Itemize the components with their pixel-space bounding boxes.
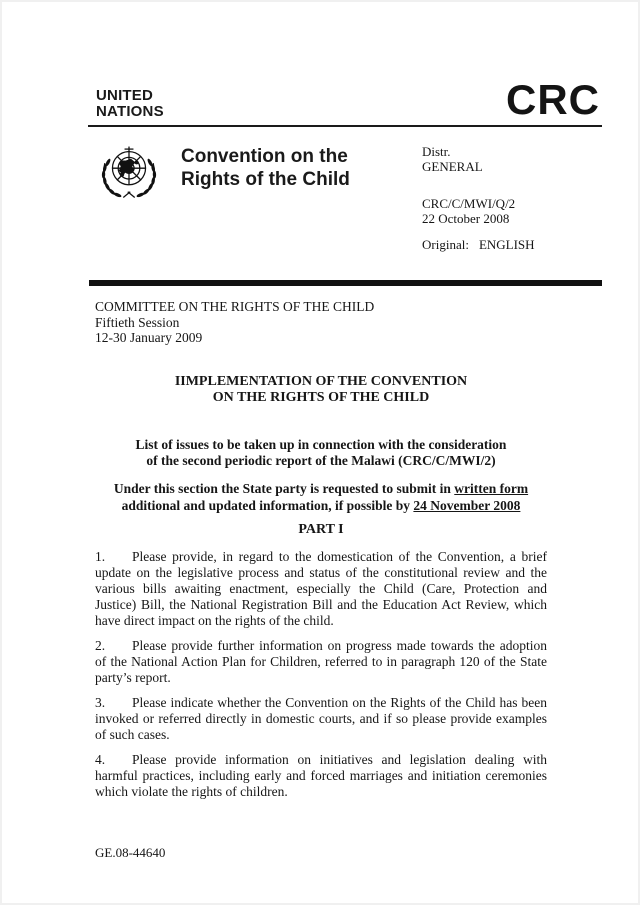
note-line2-text: additional and updated information, if possible by (121, 497, 414, 513)
un-org-line1: UNITED (96, 87, 154, 104)
doc-reference: CRC/C/MWI/Q/2 (422, 196, 516, 211)
submission-note-line2 (95, 498, 547, 515)
main-title (95, 374, 547, 406)
note-line1-underlined: written form (454, 481, 529, 496)
distr-label: Distr. (422, 144, 451, 159)
committee-name: COMMITTEE ON THE RIGHTS OF THE CHILD (95, 299, 375, 314)
note-line1-text: Under this section the State party is requested to submit in (113, 481, 455, 496)
paragraph-2 (95, 638, 547, 686)
session-block (95, 299, 374, 346)
paragraph-1 (95, 549, 547, 629)
submission-note-line1 (95, 481, 547, 498)
separator-bar (89, 280, 602, 286)
submission-note (95, 481, 547, 514)
note-line2-underlined: 24 November 2008 (413, 497, 521, 513)
paragraph-4-text: Please provide information on initiatives and legislation dealing with harmful practices, including early and forced marriages and initiation ceremonies which violate the rights of children. (95, 752, 547, 799)
original-label: Original: (422, 237, 469, 252)
paragraph-2-text: Please provide further information on progress made towards the adoption of the National Action Plan for Children, referred to in paragraph 120 of the State party’s report. (95, 638, 547, 685)
un-emblem-icon (94, 141, 164, 203)
original-language (422, 237, 535, 252)
paragraph-3-number: 3. (95, 695, 106, 710)
session-dates: 12-30 January 2009 (95, 330, 203, 345)
treaty-title (181, 145, 350, 191)
session-name: Fiftieth Session (95, 314, 180, 330)
body-paragraphs (95, 549, 547, 809)
treaty-title-line2: Rights of the Child (181, 169, 350, 190)
part-title: PART I (298, 522, 344, 537)
paragraph-3 (95, 695, 547, 743)
distribution-info (422, 144, 535, 252)
original-value: ENGLISH (478, 237, 535, 252)
main-title-line1: IIMPLEMENTATION OF THE CONVENTION (174, 374, 468, 389)
un-org-line2: NATIONS (96, 103, 164, 120)
main-title-line2: ON THE RIGHTS OF THE CHILD (212, 390, 430, 405)
footer-reference-number: GE.08-44640 (95, 845, 166, 860)
doc-date: 22 October 2008 (422, 211, 510, 226)
subtitle-line1: List of issues to be taken up in connection with the consideration (135, 437, 507, 452)
doc-symbol: CRC (506, 76, 600, 123)
subtitle (95, 437, 547, 469)
subtitle-line2: of the second periodic report of the Malawi (CRC/C/MWI/2) (146, 453, 496, 468)
paragraph-1-number: 1. (95, 549, 106, 564)
paragraph-4 (95, 752, 547, 800)
paragraph-1-text: Please provide, in regard to the domestication of the Convention, a brief update on the legislative process and status of the constitutional review and the various bills awaiting enactment, especially the Child (Care, Protection and Justice) Bill, the National Registration Bill and the Education Act Review, which have direct impact on the rights of the child. (95, 549, 547, 628)
paragraph-3-text: Please indicate whether the Convention on the Rights of the Child has been invoked or referred directly in domestic courts, and if so please provide examples of such cases. (95, 695, 547, 742)
distr-value: GENERAL (422, 159, 483, 174)
paragraph-2-number: 2. (95, 638, 106, 653)
masthead-rule (88, 125, 602, 127)
treaty-title-line1: Convention on the (181, 146, 348, 167)
paragraph-4-number: 4. (95, 752, 106, 767)
un-org-label (96, 88, 164, 120)
